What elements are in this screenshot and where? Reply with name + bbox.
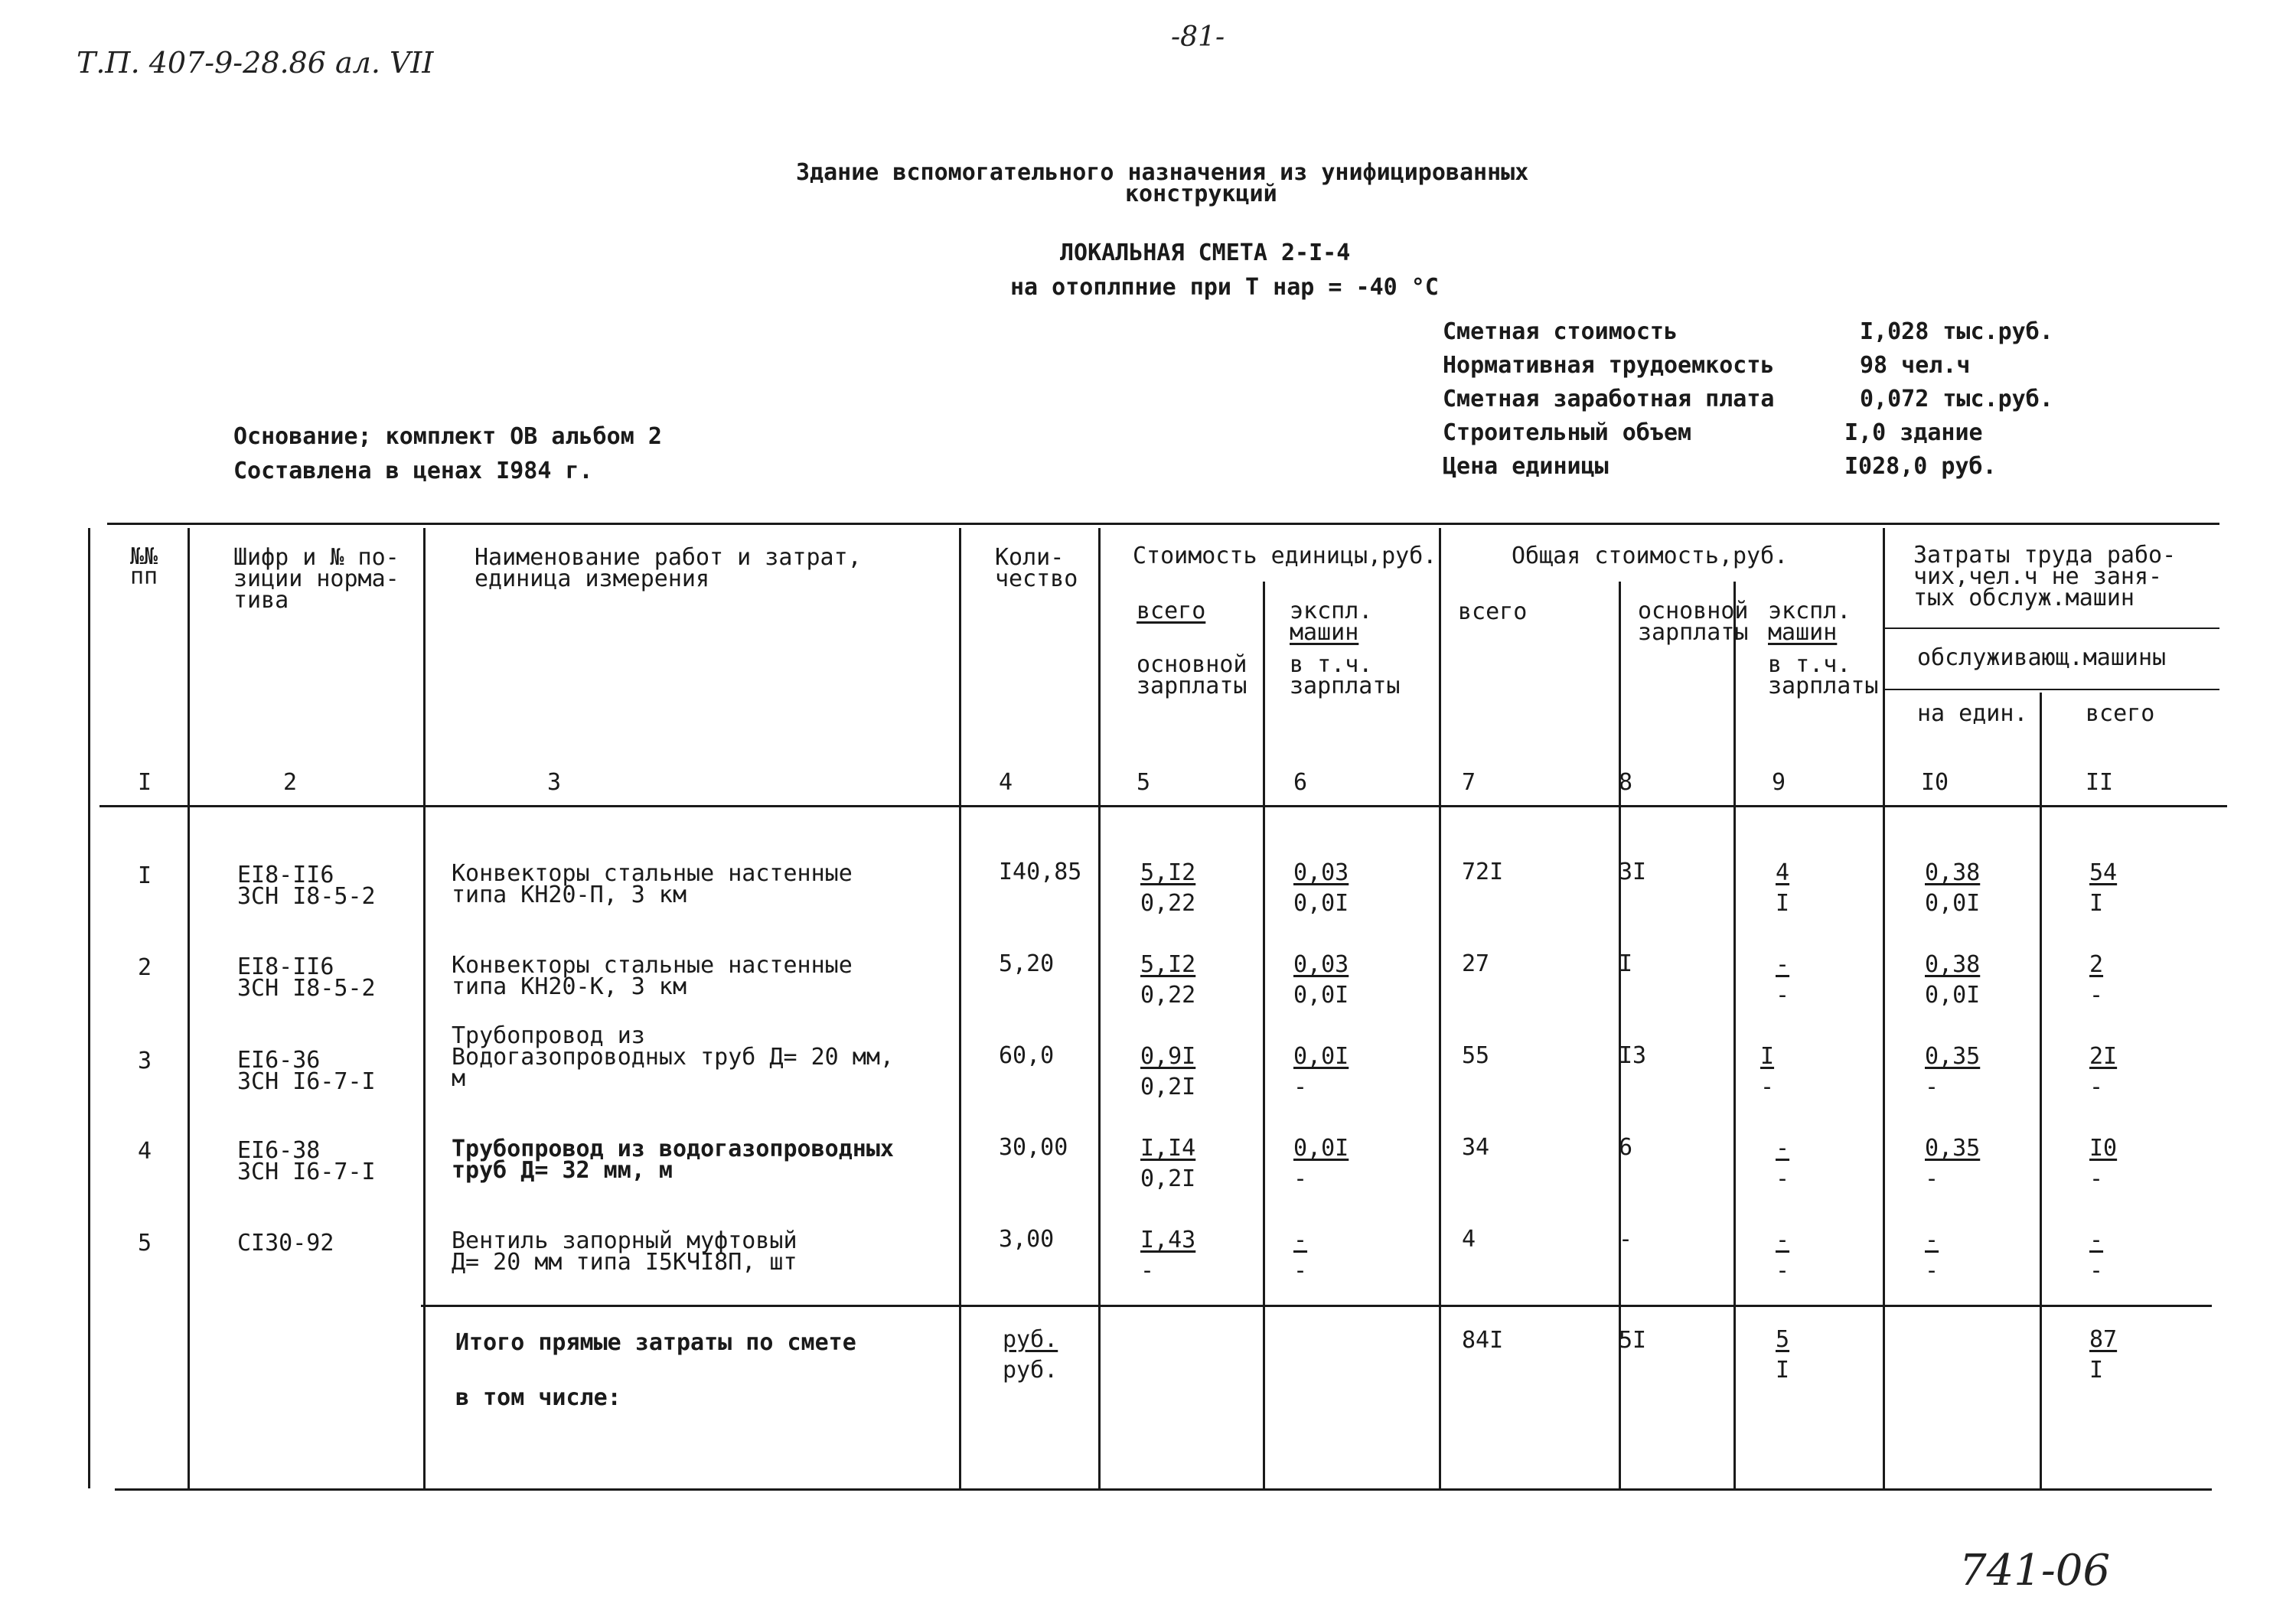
row-name: Конвекторы стальные настенные типа КН20-П, 3 км [452, 860, 853, 908]
col-number: 7 [1462, 769, 1476, 796]
row-number: 2 [138, 954, 152, 981]
total-c7: 84I [1462, 1327, 1504, 1354]
row-code: EI6-36 ЗСН I6-7-I [237, 1047, 376, 1095]
row-c11: I0 - [2089, 1135, 2118, 1192]
row-c11: - - [2089, 1227, 2104, 1284]
header-num: №№ пп [130, 543, 158, 590]
header-c7: всего [1458, 598, 1528, 625]
header-name: Наименование работ и затрат, единица измерения [475, 544, 862, 592]
col-number: II [2086, 769, 2114, 796]
col-number: 4 [999, 769, 1013, 796]
row-code: EI8-II6 ЗСН I8-5-2 [237, 862, 376, 910]
row-c10: 0,38 0,0I [1925, 951, 1981, 1009]
summary-label: Строительный объем [1443, 419, 1692, 446]
header-labor-total: всего [2086, 700, 2155, 727]
row-number: 3 [138, 1048, 152, 1074]
row-qty: 3,00 [999, 1226, 1055, 1253]
summary-label: Сметная заработная плата [1443, 386, 1775, 412]
row-qty: 30,00 [999, 1134, 1068, 1161]
col-number: 2 [283, 769, 298, 796]
row-c8: I3 [1619, 1042, 1647, 1069]
row-c10: 0,35 - [1925, 1135, 1981, 1192]
header-total-cost: Общая стоимость,руб. [1512, 543, 1789, 569]
row-c7: 27 [1462, 950, 1490, 977]
row-name: Трубопровод из Водогазопроводных труб Д= 20 мм, м [452, 1022, 894, 1092]
row-c6: - - [1293, 1227, 1308, 1284]
row-c6: 0,03 0,0I [1293, 859, 1349, 917]
header-c8: основной зарплаты [1638, 598, 1749, 646]
summary-label: Цена единицы [1443, 453, 1609, 480]
row-c9: - - [1776, 1227, 1790, 1284]
summary-label: Нормативная трудоемкость [1443, 352, 1775, 379]
total-c8: 5I [1619, 1327, 1647, 1354]
row-c6: 0,0I - [1293, 1043, 1349, 1100]
col-number: 6 [1293, 769, 1308, 796]
header-c5: всего основной зарплаты [1137, 598, 1247, 699]
row-c5: I,43 - [1140, 1227, 1196, 1284]
header-qty: Коли- чество [995, 544, 1078, 592]
total-c9: 5 I [1776, 1326, 1790, 1384]
col-number: I0 [1921, 769, 1949, 796]
total-sub-label: в том числе: [455, 1384, 621, 1411]
row-c5: I,I4 0,2I [1140, 1135, 1196, 1192]
summary-value: 0,072 тыс.руб. [1860, 386, 2053, 412]
col-number: 3 [547, 769, 562, 796]
row-name: Вентиль запорный муфтовый Д= 20 мм типа I5КЧI8П, шт [452, 1227, 797, 1276]
row-c8: 6 [1619, 1134, 1633, 1161]
row-number: 4 [138, 1138, 152, 1165]
row-c8: - [1619, 1226, 1633, 1253]
row-qty: 5,20 [999, 950, 1055, 977]
total-c11: 87 I [2089, 1326, 2118, 1384]
page-number: -81- [1171, 21, 1225, 53]
row-code: EI8-II6 ЗСН I8-5-2 [237, 953, 376, 1002]
prices-text: Составлена в ценах I984 г. [233, 458, 593, 484]
col-number: 5 [1137, 769, 1151, 796]
document-code: Т.П. 407-9-28.86 ал. VII [77, 46, 434, 80]
row-number: 5 [138, 1230, 152, 1257]
row-c11: 54 I [2089, 859, 2118, 917]
row-name: Трубопровод из водогазопроводных труб Д= 32 мм, м [452, 1136, 894, 1184]
row-code: EI6-38 ЗСН I6-7-I [237, 1137, 376, 1185]
row-qty: I40,85 [999, 859, 1082, 885]
summary-value: I028,0 руб. [1844, 453, 1997, 480]
row-c11: 2 - [2089, 951, 2104, 1009]
row-c10: 0,38 0,0I [1925, 859, 1981, 917]
row-c10: - - [1925, 1227, 1939, 1284]
header-code: Шифр и № по- зиции норма- тива [233, 544, 400, 614]
header-per-unit: на един. [1917, 700, 2028, 727]
col-number: 9 [1772, 769, 1786, 796]
row-c5: 0,9I 0,2I [1140, 1043, 1196, 1100]
row-c9: - - [1776, 951, 1790, 1009]
row-c6: 0,0I - [1293, 1135, 1349, 1192]
row-c6: 0,03 0,0I [1293, 951, 1349, 1009]
row-c9: 4 I [1776, 859, 1790, 917]
col-number: 8 [1619, 769, 1633, 796]
row-number: I [138, 862, 152, 889]
row-c5: 5,I2 0,22 [1140, 859, 1196, 917]
row-c5: 5,I2 0,22 [1140, 951, 1196, 1009]
summary-value: 98 чел.ч [1860, 352, 1971, 379]
summary-label: Сметная стоимость [1443, 318, 1678, 345]
row-c8: I [1619, 950, 1633, 977]
estimate-subtitle: на отоплпние при Т нар = -40 °С [1010, 274, 1439, 301]
row-qty: 60,0 [999, 1042, 1055, 1069]
header-unit-cost: Стоимость единицы,руб. [1133, 543, 1437, 569]
row-code: CI30-92 [237, 1230, 334, 1257]
row-c8: 3I [1619, 859, 1647, 885]
total-label: Итого прямые затраты по смете [455, 1329, 856, 1356]
basis-text: Основание; комплект ОВ альбом 2 [233, 423, 662, 450]
row-c7: 4 [1462, 1226, 1476, 1253]
row-name: Конвекторы стальные настенные типа КН20-К, 3 км [452, 952, 853, 1000]
row-c9: I - [1760, 1043, 1775, 1100]
summary-value: I,0 здание [1844, 419, 1983, 446]
row-c9: - - [1776, 1135, 1790, 1192]
header-serving: обслуживающ.машины [1917, 644, 2167, 671]
row-c7: 72I [1462, 859, 1504, 885]
header-c6: экспл. машин в т.ч. зарплаты [1290, 598, 1401, 699]
header-c9: экспл. машин в т.ч. зарплаты [1768, 598, 1879, 699]
row-c7: 34 [1462, 1134, 1490, 1161]
total-unit: руб. руб. [1003, 1326, 1058, 1384]
estimate-title: ЛОКАЛЬНАЯ СМЕТА 2-I-4 [1060, 240, 1351, 266]
archive-number: 741-06 [1959, 1546, 2111, 1596]
row-c7: 55 [1462, 1042, 1490, 1069]
title-line-1: Здание вспомогательного назначения из унифицированных [796, 159, 1529, 186]
title-line-2: конструкций [1125, 181, 1277, 207]
row-c11: 2I - [2089, 1043, 2118, 1100]
header-labor: Затраты труда рабо- чих,чел.ч не заня- тых обслуж.машин [1913, 542, 2177, 611]
col-number: I [138, 769, 152, 796]
row-c10: 0,35 - [1925, 1043, 1981, 1100]
summary-value: I,028 тыс.руб. [1860, 318, 2053, 345]
